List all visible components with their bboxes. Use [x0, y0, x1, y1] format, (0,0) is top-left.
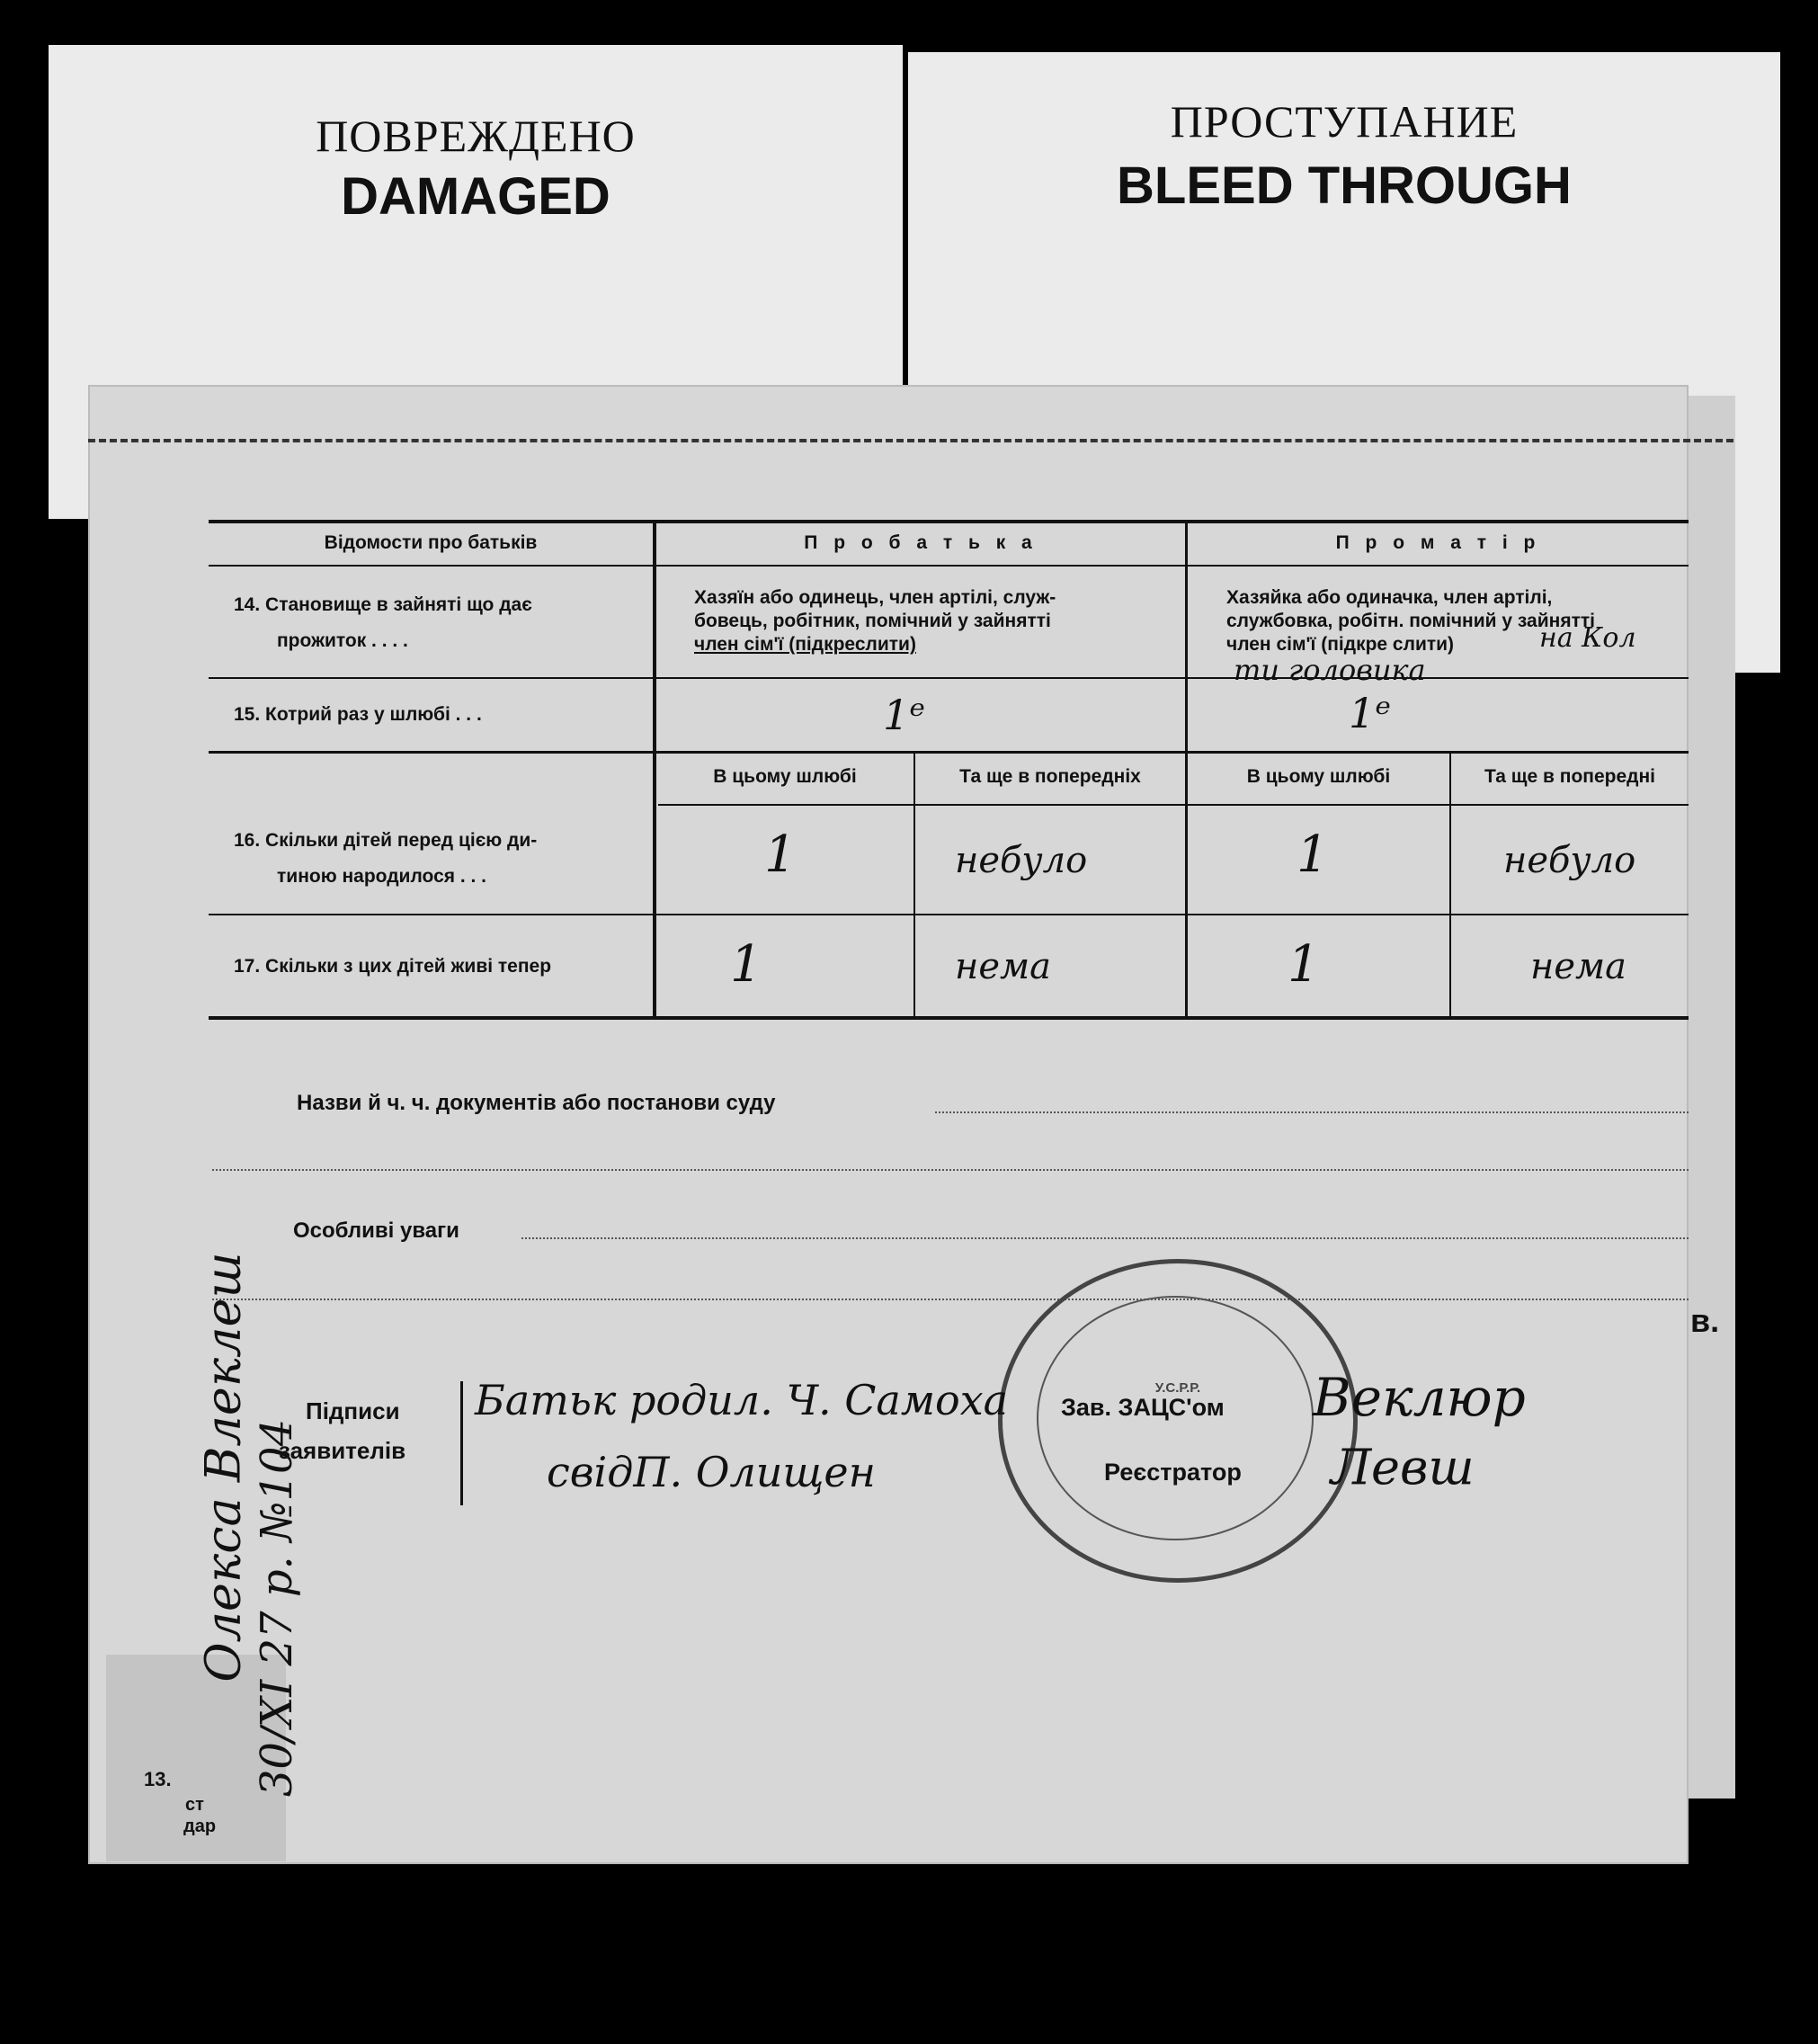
- remarks-label: Особливі уваги: [293, 1218, 459, 1243]
- row17-father-this: 1: [730, 935, 762, 994]
- row16-mother-prev: небуло: [1503, 840, 1636, 881]
- side-annotation: [115, 1169, 302, 1870]
- row14-father-line2: бовець, робітник, помічний у зайнятті: [694, 611, 1051, 631]
- subheader-mother-previous: Та ще в попередні: [1484, 766, 1656, 787]
- applicants-signature-line2: свідП. Олищен: [547, 1448, 876, 1496]
- side-annotation-line2: 30/XI 27 р. №104: [252, 1418, 302, 1798]
- row16-label-line1: 16. Скільки дітей перед цією ди-: [234, 830, 538, 851]
- right-edge-mark: в.: [1690, 1302, 1720, 1339]
- row16-label-line2: тиною народилося . . .: [277, 866, 487, 887]
- documents-label: Назви й ч. ч. документів або постанови суду: [297, 1091, 776, 1115]
- parents-info-table: [209, 520, 1689, 1020]
- remarks-fill-line: [521, 1237, 1689, 1239]
- bleed-through-label-ru: ПРОСТУПАНИЕ: [1170, 96, 1519, 147]
- header-about-father: П р о б а т ь к а: [804, 532, 1038, 553]
- row17-label: 17. Скільки з цих дітей живі тепер: [234, 956, 552, 977]
- row14-mother-line2: службовка, робітн. помічний у зайнятті: [1226, 611, 1595, 631]
- side-annotation-line1: Олекса Влеклеш: [194, 1252, 252, 1683]
- subheader-mother-this-marriage: В цьому шлюбі: [1246, 766, 1391, 787]
- row16-mother-this: 1: [1297, 826, 1329, 884]
- remarks-fill-line-2: [212, 1299, 1689, 1300]
- row16-father-prev: небуло: [955, 840, 1088, 881]
- paper-back-sheet: [1681, 396, 1735, 1799]
- corner-fragment-1: ст: [185, 1795, 204, 1815]
- corner-fragment-2: дар: [183, 1816, 217, 1836]
- row14-mother-handwriting2: ти головика: [1234, 653, 1426, 687]
- documents-fill-line: [935, 1111, 1689, 1113]
- signatures-label-line1: Підписи: [306, 1397, 400, 1424]
- row15-father-value: 1ᵉ: [883, 691, 926, 739]
- subheader-father-this-marriage: В цьому шлюбі: [713, 766, 857, 787]
- row14-mother-line3: член сім'ї (підкре слити): [1226, 634, 1455, 655]
- head-signature: Веклюр: [1313, 1367, 1526, 1428]
- row14-mother-line1: Хазяйка або одиначка, член артілі,: [1226, 587, 1553, 608]
- official-seal: [998, 1259, 1358, 1583]
- row17-father-prev: нема: [955, 946, 1052, 987]
- header-parents-info: Відомости про батьків: [324, 532, 538, 553]
- corner-row-number: 13.: [144, 1768, 172, 1790]
- perforation-line: [88, 439, 1733, 442]
- header-about-mother: П р о м а т і р: [1335, 532, 1541, 553]
- signatures-brace: [460, 1381, 463, 1505]
- row17-mother-prev: нема: [1530, 946, 1627, 987]
- row15-mother-value: 1ᵉ: [1349, 689, 1392, 737]
- damaged-label-ru: ПОВРЕЖДЕНО: [316, 111, 636, 161]
- registrar-label: Реєстратор: [1104, 1459, 1242, 1486]
- seal-text: У.С.Р.Р.: [1154, 1380, 1201, 1396]
- signatures-label-line2: заявителів: [279, 1437, 406, 1464]
- bleed-through-label-en: BLEED THROUGH: [1117, 156, 1572, 215]
- subheader-father-previous: Та ще в попередніх: [959, 766, 1141, 787]
- head-label: Зав. ЗАЦС'ом: [1061, 1394, 1225, 1421]
- registrar-signature: Левш: [1331, 1439, 1475, 1495]
- row14-mother-handwriting1: на Кол: [1539, 622, 1636, 654]
- documents-fill-line-2: [212, 1169, 1689, 1171]
- row16-father-this: 1: [764, 826, 797, 884]
- damaged-label-en: DAMAGED: [341, 167, 610, 226]
- row15-label: 15. Котрий раз у шлюбі . . .: [234, 704, 482, 725]
- row14-father-line1: Хазяїн або одинець, член артілі, служ-: [694, 587, 1056, 608]
- row17-mother-this: 1: [1288, 935, 1320, 994]
- row14-label-line2: прожиток . . . .: [277, 630, 408, 651]
- applicants-signature-line1: Батьк родил. Ч. Самоха: [475, 1376, 1009, 1424]
- row14-label-line1: 14. Становище в зайняті що дає: [234, 594, 532, 615]
- row14-father-line3: член сім'ї (підкреслити): [694, 634, 916, 655]
